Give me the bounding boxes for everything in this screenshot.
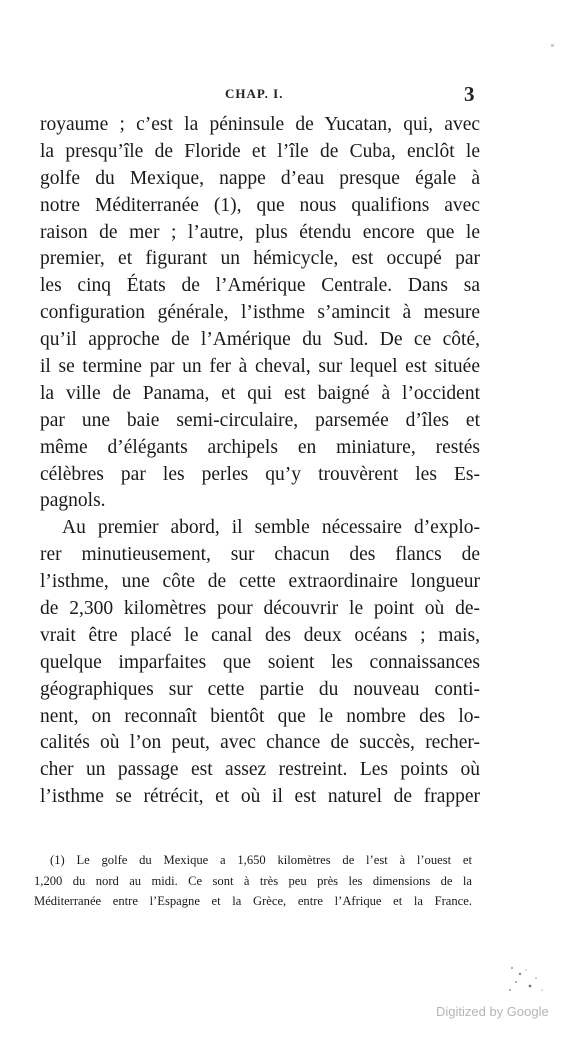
footnotes	[34, 850, 472, 912]
footnote-line: (1) Le golfe du Mexique a 1,650 kilomètres de l’est à l’ouest et	[50, 853, 472, 867]
footnote-line: 1,200 du nord au midi. Ce sont à très peu près les dimensions de la	[34, 873, 472, 888]
text-line: géographiques sur cette partie du nouveau conti-	[40, 678, 480, 700]
text-line: rer minutieusement, sur chacun des flancs de	[40, 544, 480, 566]
text-line: pagnols.	[40, 490, 106, 512]
text-line: les cinq États de l’Amérique Centrale. Dans sa	[40, 275, 480, 297]
scan-speckle	[500, 960, 560, 1000]
text-line: calités où l’on peut, avec chance de succès, recher-	[40, 732, 480, 754]
page-number: 3	[464, 82, 475, 106]
text-line: par une baie semi-circulaire, parsemée d’îles et	[40, 409, 480, 431]
text-line: premier, et figurant un hémicycle, est occupé par	[40, 248, 480, 270]
running-header: CHAP. I.	[225, 86, 284, 101]
text-line: configuration générale, l’isthme s’amincit à mesure	[40, 302, 480, 324]
body-text	[40, 112, 480, 811]
text-line: cher un passage est assez restreint. Les points où	[40, 759, 480, 781]
text-line: même d’élégants archipels en miniature, restés	[40, 436, 480, 458]
margin-speck	[551, 44, 554, 47]
text-line: la presqu’île de Floride et l’île de Cuba, enclôt le	[40, 140, 480, 162]
text-line: de 2,300 kilomètres pour découvrir le point où de-	[40, 598, 480, 620]
text-line: la ville de Panama, et qui est baigné à l’occident	[40, 382, 480, 404]
text-line: raison de mer ; l’autre, plus étendu encore que le	[40, 221, 480, 243]
text-line: vrait être placé le canal des deux océans ; mais,	[40, 624, 480, 646]
digitized-by-google-watermark: Digitized by Google	[436, 1004, 549, 1019]
text-line: quelque imparfaites que soient les connaissances	[40, 651, 480, 673]
text-line: célèbres par les perles qu’y trouvèrent les Es-	[40, 463, 480, 485]
text-line: il se termine par un fer à cheval, sur lequel est située	[40, 356, 480, 378]
text-line: golfe du Mexique, nappe d’eau presque égale à	[40, 167, 480, 189]
text-line: notre Méditerranée (1), que nous qualifions avec	[40, 194, 480, 216]
footnote-line: Méditerranée entre l’Espagne et la Grèce, entre l’Afrique et la France.	[34, 894, 472, 908]
text-line: Au premier abord, il semble nécessaire d’explo-	[62, 517, 480, 539]
text-line: royaume ; c’est la péninsule de Yucatan, qui, avec	[40, 114, 480, 135]
text-line: nent, on reconnaît bientôt que le nombre des lo-	[40, 705, 480, 727]
text-line: l’isthme, une côte de cette extraordinaire longueur	[40, 571, 480, 593]
text-line: qu’il approche de l’Amérique du Sud. De ce côté,	[40, 329, 480, 351]
text-line: l’isthme se rétrécit, et où il est naturel de frapper	[40, 786, 480, 808]
